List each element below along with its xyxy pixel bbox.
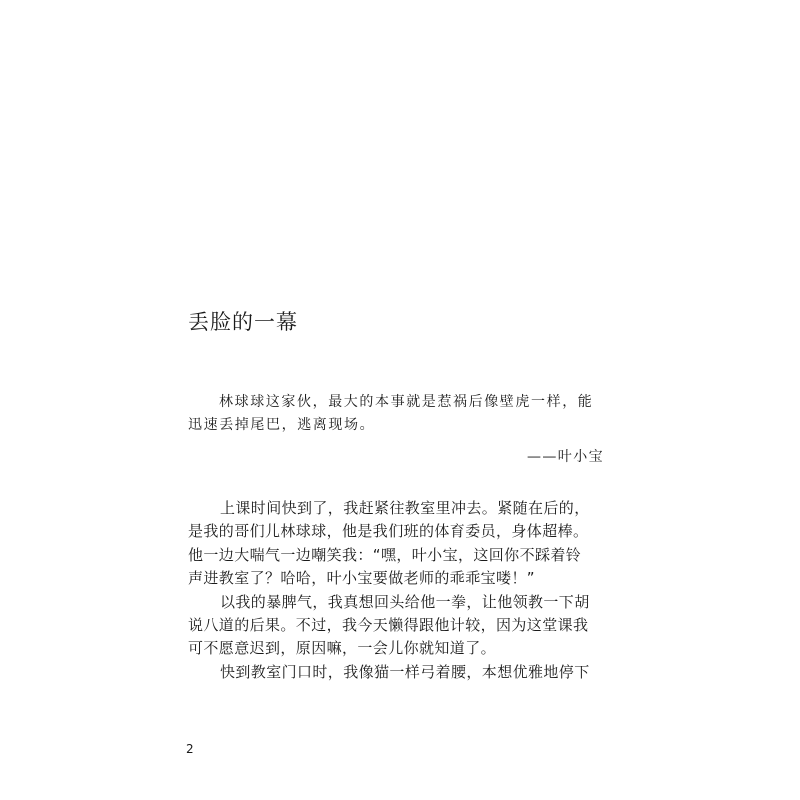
epigraph-attribution: ——叶小宝 (527, 449, 604, 465)
paragraph-line: 声进教室了？哈哈，叶小宝要做老师的乖乖宝喽！” (188, 569, 535, 588)
epigraph-line: 林球球这家伙，最大的本事就是惹祸后像壁虎一样，能 (219, 394, 594, 410)
paragraph-line: 上课时间快到了，我赶紧往教室里冲去。紧随在后的， (220, 499, 590, 517)
paragraph-line: 是我的哥们儿林球球，他是我们班的体育委员，身体超棒。 (188, 522, 589, 541)
body-text (188, 497, 608, 684)
paragraph-line: 快到教室门口时，我像猫一样弓着腰，本想优雅地停下 (220, 662, 590, 681)
epigraph (188, 391, 604, 437)
chapter-title: 丢脸的一幕 (188, 310, 298, 334)
page-number: 2 (186, 742, 194, 756)
paragraph-line: 以我的暴脾气，我真想回头给他一拳，让他领教一下胡 (220, 592, 590, 611)
paragraph-line: 说八道的后果。不过，我今天懒得跟他计较，因为这堂课我 (188, 616, 589, 635)
paragraph-line: 他一边大喘气一边嘲笑我：“嘿，叶小宝，这回你不踩着铃 (188, 545, 582, 564)
epigraph-line: 迅速丢掉尾巴，逃离现场。 (188, 417, 376, 433)
paragraph-line: 可不愿意迟到，原因嘛，一会儿你就知道了。 (188, 639, 497, 658)
